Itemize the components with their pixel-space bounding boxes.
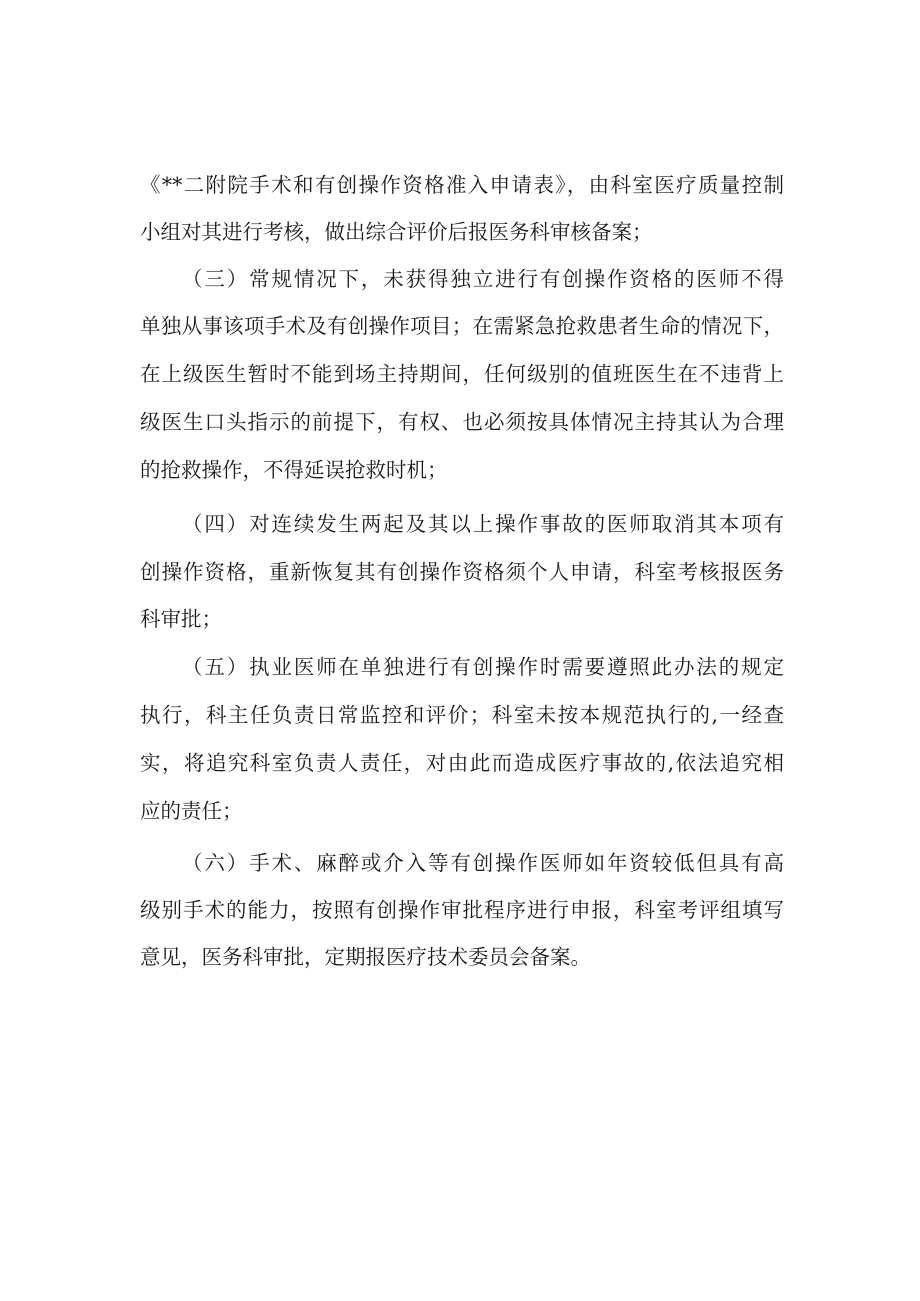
paragraph-three-first-line: （三）常规情况下，未获得独立进行有创操作资格的医师不得	[182, 267, 784, 291]
paragraph-six-first-line: （六）手术、麻醉或介入等有创操作医师如年资较低但具有高	[182, 851, 784, 875]
text-line: 级医生口头指示的前提下，有权、也必须按具体情况主持其认为合理	[140, 410, 784, 434]
text-line: 实，将追究科室负责人责任，对由此而造成医疗事故的,依法追究相	[140, 751, 784, 775]
text-line: 应的责任；	[140, 799, 243, 823]
paragraph-five-first-line: （五）执业医师在单独进行有创操作时需要遵照此办法的规定	[182, 655, 784, 679]
text-line: 科审批；	[140, 607, 222, 631]
text-line: 《**二附院手术和有创操作资格准入申请表》，由科室医疗质量控制	[140, 173, 784, 197]
text-line: 小组对其进行考核，做出综合评价后报医务科审核备案；	[140, 220, 653, 244]
text-line: 单独从事该项手术及有创操作项目；在需紧急抢救患者生命的情况下，	[140, 314, 784, 338]
text-line: 的抢救操作，不得延误抢救时机；	[140, 458, 448, 482]
text-line: 在上级医生暂时不能到场主持期间，任何级别的值班医生在不违背上	[140, 362, 784, 386]
text-line: 级别手术的能力，按照有创操作审批程序进行申报，科室考评组填写	[140, 898, 784, 922]
text-line: 执行，科主任负责日常监控和评价；科室未按本规范执行的,一经查	[140, 703, 784, 727]
paragraph-four-first-line: （四）对连续发生两起及其以上操作事故的医师取消其本项有	[182, 512, 784, 536]
text-line: 创操作资格，重新恢复其有创操作资格须个人申请，科室考核报医务	[140, 560, 784, 584]
text-line: 意见，医务科审批，定期报医疗技术委员会备案。	[140, 945, 591, 969]
